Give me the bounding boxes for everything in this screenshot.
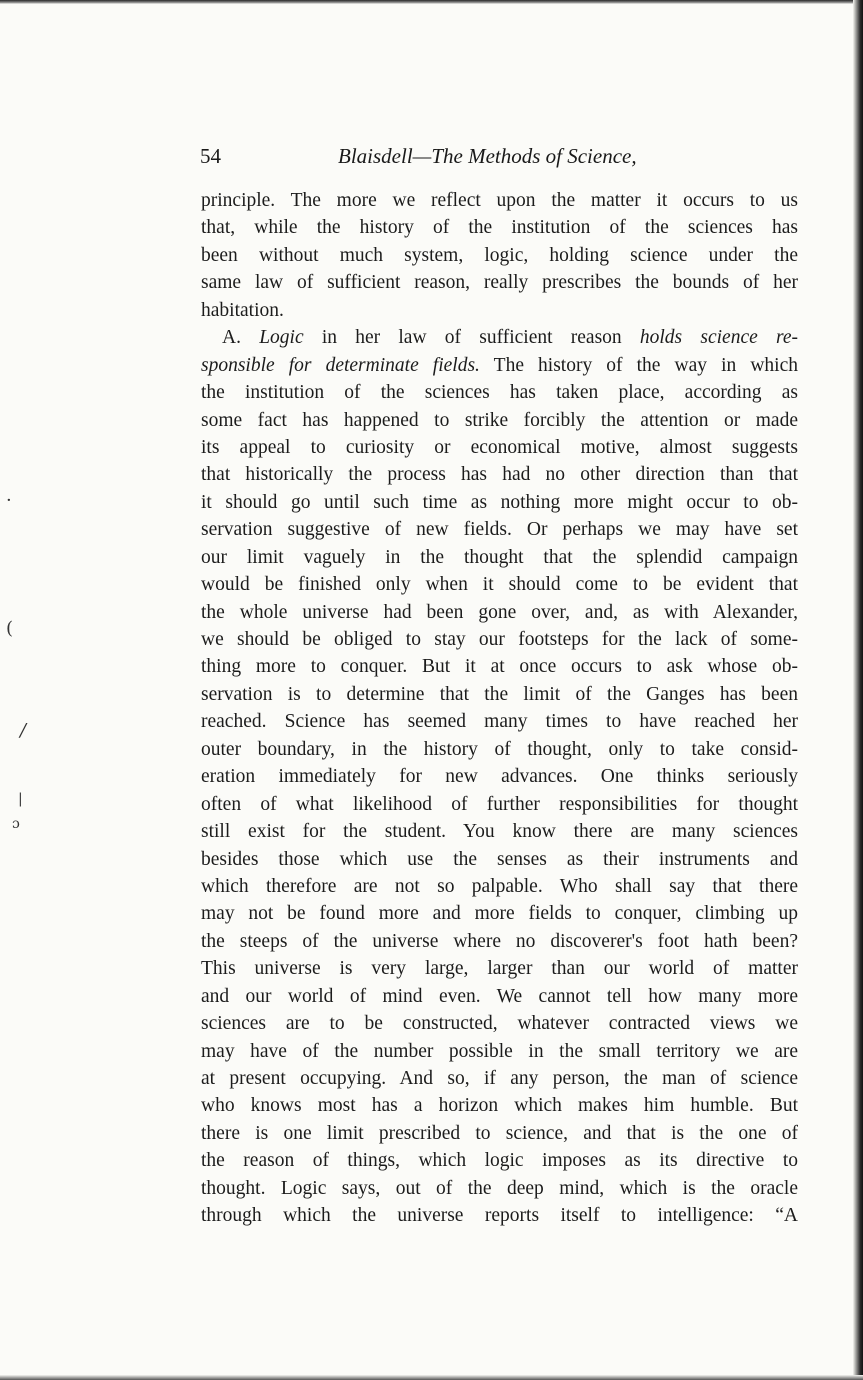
paragraph-1 (201, 187, 798, 324)
text-line: and our world of mind even. We cannot tell how many more (201, 985, 798, 1007)
text-line: may have of the number possible in the small territory we are (201, 1040, 798, 1062)
text-line: that historically the process has had no other direction than that (201, 464, 798, 486)
opening-phrase: in her law of sufficient reason (321, 327, 622, 349)
text-line: This universe is very large, larger than our world of matter (201, 958, 798, 980)
text-line: same law of sufficient reason, really prescribes the bounds of her (201, 272, 798, 294)
margin-bracket-mark: ( (6, 618, 14, 639)
text-line: still exist for the student. You know there are many sciences (201, 821, 798, 843)
text-line: habitation. (201, 299, 284, 321)
paragraph-2 (201, 324, 798, 1229)
logic-term: Logic (259, 327, 304, 349)
running-head (200, 140, 798, 170)
paragraph-2-opening-line (201, 324, 798, 351)
margin-tick-mark: | (18, 791, 23, 807)
text-line: reached. Science has seemed many times to have reached her (201, 711, 798, 733)
text-line: the steeps of the universe where no discoverer's foot hath been? (201, 930, 798, 952)
text-line: the whole universe had been gone over, and, as with Alexander, (201, 601, 798, 623)
text-line: we should be obliged to stay our footsteps for the lack of some- (201, 629, 798, 650)
text-line: besides those which use the senses as their instruments and (201, 848, 798, 870)
section-label: A. (222, 327, 241, 349)
text-line: some fact has happened to strike forcibly the attention or made (201, 409, 798, 431)
text-line: which therefore are not so palpable. Who shall say that there (201, 875, 798, 897)
text-line: who knows most has a horizon which makes him humble. But (201, 1095, 798, 1117)
text-line: the institution of the sciences has taken place, according as (201, 382, 798, 404)
margin-speck: · (6, 490, 12, 511)
text-line: its appeal to curiosity or economical motive, almost suggests (201, 436, 798, 458)
text-line: often of what likelihood of further responsibilities for thought (201, 793, 798, 815)
text-line: eration immediately for new advances. One thinks seriously (201, 766, 798, 788)
text-line: been without much system, logic, holding science under the (201, 244, 798, 266)
text-line: it should go until such time as nothing more might occur to ob- (201, 491, 798, 513)
emphasis-phrase-start: holds science re- (639, 327, 798, 349)
text-line: at present occupying. And so, if any person, the man of science (201, 1068, 798, 1089)
margin-curl-mark: ɔ (12, 816, 20, 832)
top-scan-edge (0, 0, 863, 4)
text-line: may not be found more and more fields to conquer, climbing up (201, 903, 798, 925)
text-line: servation suggestive of new fields. Or perhaps we may have set (201, 519, 798, 541)
text-line: thought. Logic says, out of the deep mind, which is the oracle (201, 1177, 798, 1199)
text-line (201, 352, 798, 379)
text-line: through which the universe reports itself to intelligence: “A (201, 1205, 798, 1227)
running-title: Blaisdell—The Methods of Science, (338, 144, 637, 168)
body-text (201, 187, 798, 1230)
sentence-continuation: The history of the way in which (493, 354, 798, 376)
margin-slash-mark: / (20, 720, 27, 741)
text-line: our limit vaguely in the thought that the splendid campaign (201, 546, 798, 568)
text-line: the reason of things, which logic imposes as its directive to (201, 1150, 798, 1172)
text-line: thing more to conquer. But it at once occurs to ask whose ob- (201, 656, 798, 678)
text-line: that, while the history of the institution of the sciences has (201, 217, 798, 239)
text-line: principle. The more we reflect upon the matter it occurs to us (201, 190, 798, 211)
text-line: outer boundary, in the history of thought, only to take consid- (201, 738, 798, 760)
page-number: 54 (200, 144, 221, 168)
right-scan-edge (853, 0, 863, 1380)
text-line: would be finished only when it should come to be evident that (201, 574, 798, 596)
emphasis-phrase-end: sponsible for determinate fields. (201, 354, 480, 376)
text-line: there is one limit prescribed to science, and that is the one of (201, 1122, 798, 1144)
text-line: sciences are to be constructed, whatever contracted views we (201, 1013, 798, 1035)
bottom-scan-edge (0, 1375, 863, 1380)
text-line: servation is to determine that the limit of the Ganges has been (201, 683, 798, 705)
